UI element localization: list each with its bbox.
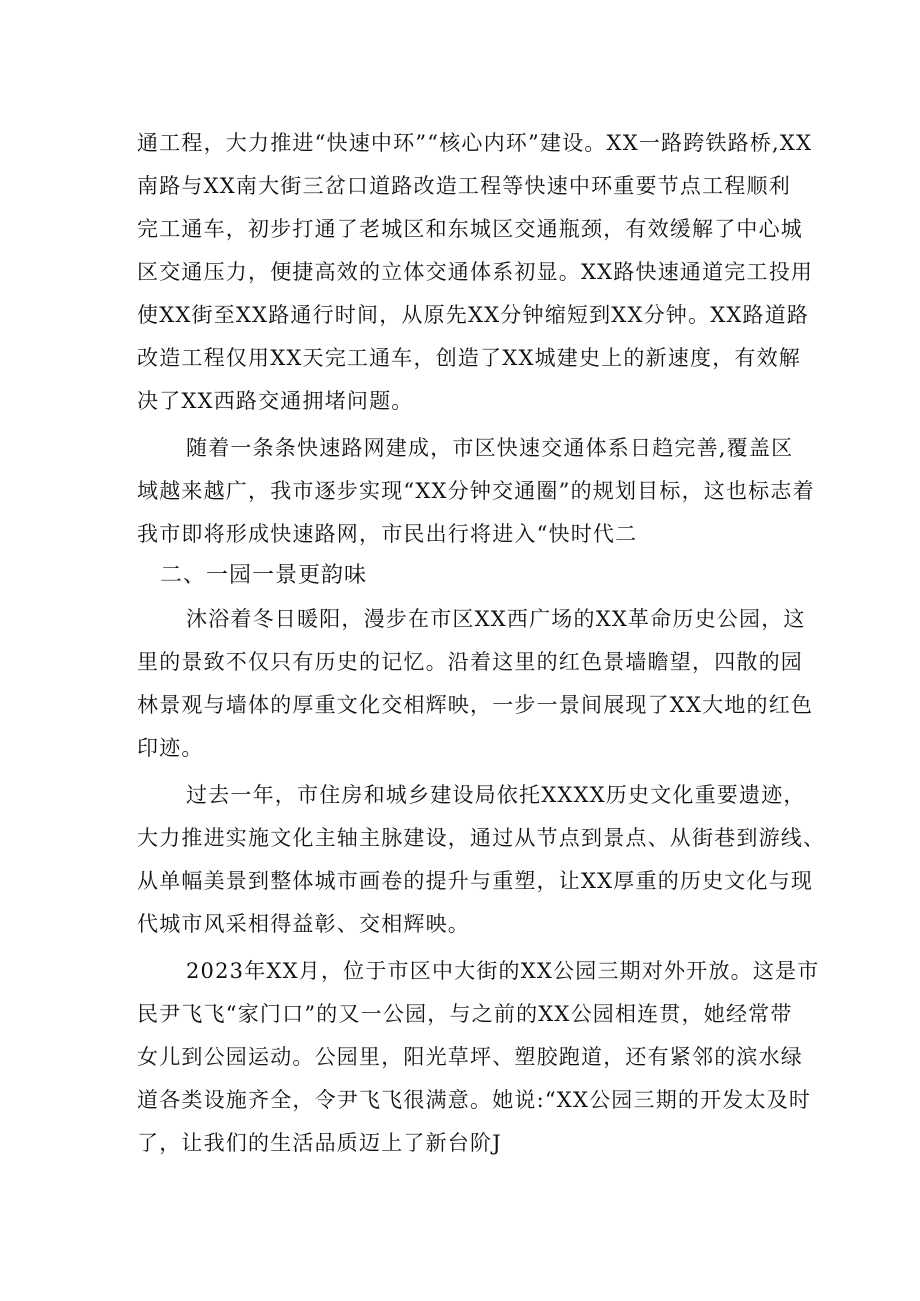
paragraph-3-line-2: 里的景致不仅只有历史的记忆。沿着这里的红色景墙瞻望，四散的园 xyxy=(137,650,803,674)
paragraph-5-line-5: 了，让我们的生活品质迈上了新台阶J xyxy=(137,1131,502,1155)
paragraph-4-line-2: 大力推进实施文化主轴主脉建设，通过从节点到景点、从街巷到游线、 xyxy=(137,826,826,850)
paragraph-5-line-4: 道各类设施齐全，令尹飞飞很满意。她说:“XX公园三期的开发太及时 xyxy=(137,1088,812,1112)
paragraph-1-line-7: 决了XX西路交通拥堵问题。 xyxy=(137,389,414,413)
paragraph-3-line-1: 沐浴着冬日暖阳，漫步在市区XX西广场的XX革命历史公园，这 xyxy=(186,607,806,631)
paragraph-2-line-2: 域越来越广，我市逐步实现“XX分钟交通圈”的规划目标，这也标志着 xyxy=(137,479,815,503)
paragraph-1-line-5: 使XX街至XX路通行时间，从原先XX分钟缩短到XX分钟。XX路道路 xyxy=(137,303,810,327)
paragraph-4-line-3: 从单幅美景到整体城市画卷的提升与重塑，让XX厚重的历史文化与现 xyxy=(137,869,814,893)
paragraph-1-line-1: 通工程，大力推进“快速中环”“核心内环”建设。XX一路跨铁路桥,XX xyxy=(137,131,813,155)
paragraph-3-line-3: 林景观与墙体的厚重文化交相辉映，一步一景间展现了XX大地的红色 xyxy=(137,693,814,717)
paragraph-2-line-1: 随着一条条快速路网建成，市区快速交通体系日趋完善,覆盖区 xyxy=(186,436,794,460)
paragraph-4-line-1: 过去一年，市住房和城乡建设局依托XXXX历史文化重要遗迹， xyxy=(186,783,806,807)
paragraph-2-line-3: 我市即将形成快速路网，市民出行将进入“快时代二 xyxy=(137,522,638,546)
section-heading: 二、一园一景更韵味 xyxy=(160,563,368,588)
paragraph-5-line-3: 女儿到公园运动。公园里，阳光草坪、塑胶跑道，还有紧邻的滨水绿 xyxy=(137,1045,803,1069)
paragraph-3-line-4: 印迹。 xyxy=(137,736,204,760)
paragraph-1-line-6: 改造工程仅用XX天完工通车，创造了XX城建史上的新速度，有效解 xyxy=(137,346,801,370)
paragraph-5-line-1: 2023年XX月，位于市区中大街的XX公园三期对外开放。这是市 xyxy=(186,959,820,983)
paragraph-1-line-3: 完工通车，初步打通了老城区和东城区交通瓶颈，有效缓解了中心城 xyxy=(137,217,803,241)
paragraph-4-line-4: 代城市风采相得益彰、交相辉映。 xyxy=(137,912,470,936)
paragraph-1-line-4: 区交通压力，便捷高效的立体交通体系初显。XX路快速通道完工投用 xyxy=(137,260,814,284)
paragraph-1-line-2: 南路与XX南大街三岔口道路改造工程等快速中环重要节点工程顺利 xyxy=(137,174,791,198)
paragraph-5-line-2: 民尹飞飞“家门口”的又一公园，与之前的XX公园相连贯，她经常带 xyxy=(137,1002,793,1026)
